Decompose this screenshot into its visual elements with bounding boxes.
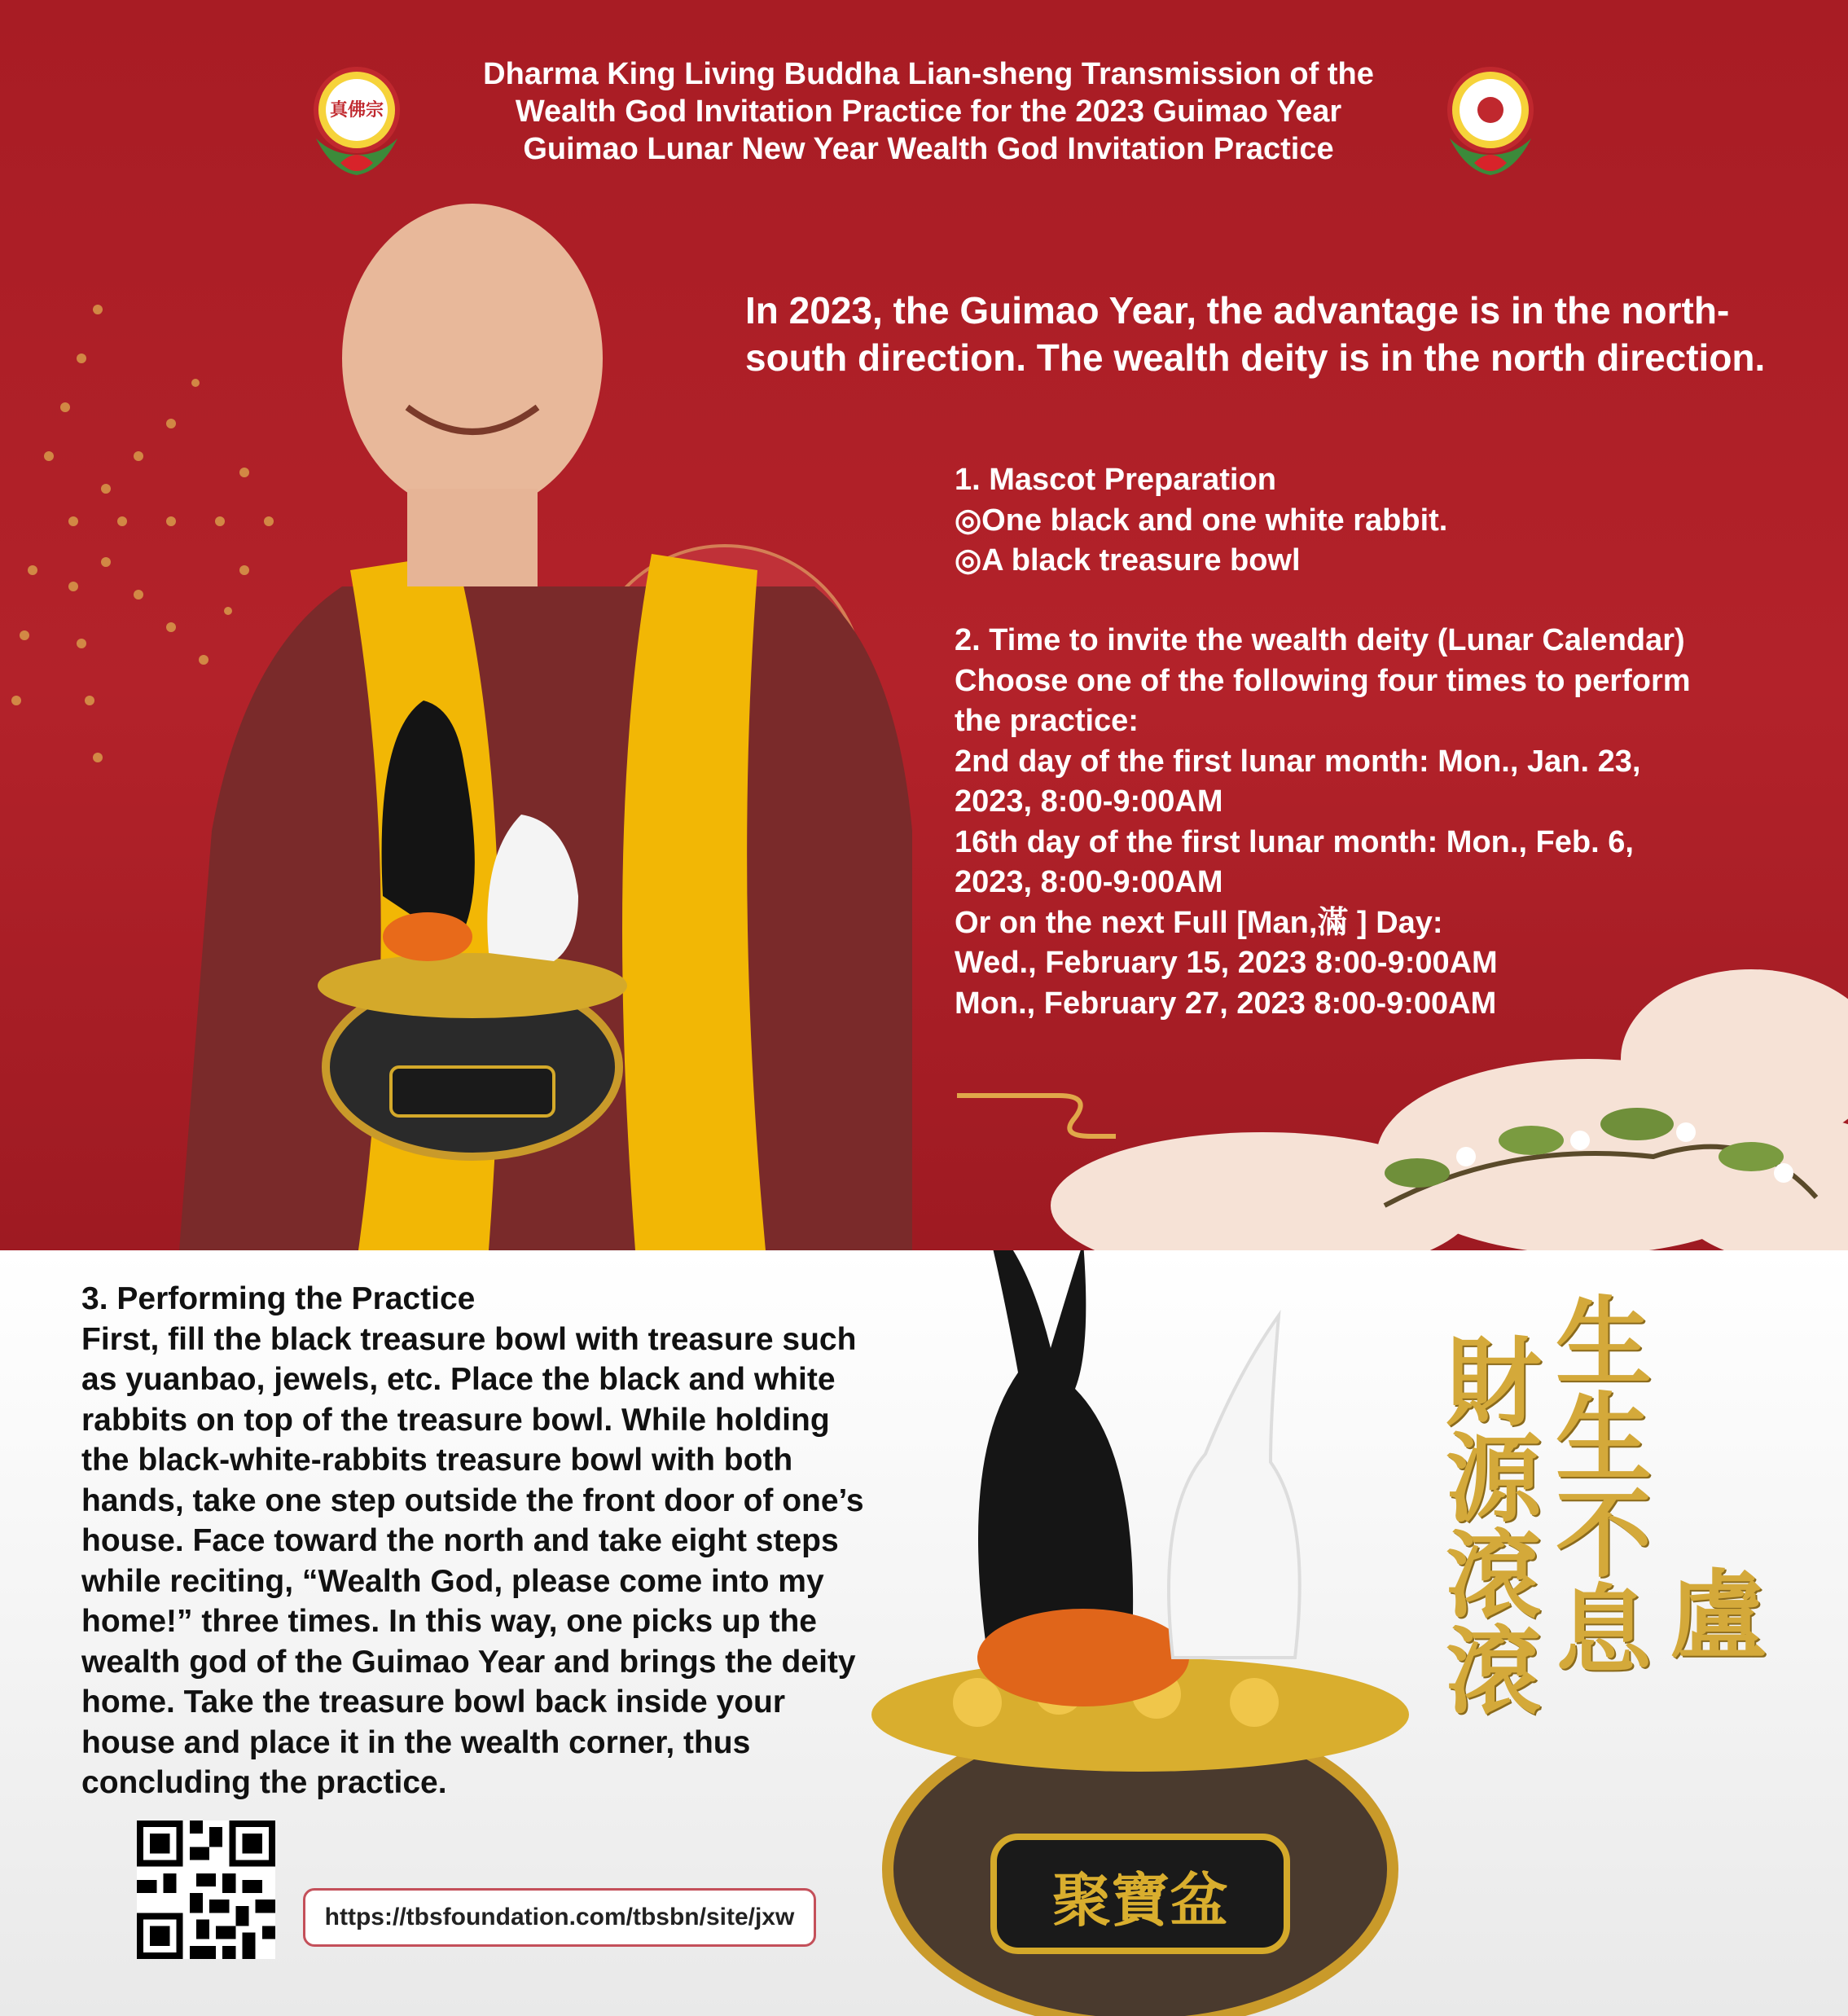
calligraphy-column-2 [1539, 1291, 1653, 1676]
title-line-1: Dharma King Living Buddha Lian-sheng Transmission of the [483, 57, 1374, 91]
practice-line: home!” three times. In this way, one picks up the [81, 1604, 817, 1639]
section-2-title: 2. Time to invite the wealth deity (Lunar Calendar) [955, 623, 1685, 657]
time-option-1b: 2023, 8:00-9:00AM [955, 784, 1223, 819]
time-option-1a: 2nd day of the first lunar month: Mon., Jan. 23, [955, 744, 1641, 779]
title-line-3: Guimao Lunar New Year Wealth God Invitation Practice [523, 132, 1334, 166]
practice-line: hands, take one step outside the front door of one’s [81, 1482, 864, 1518]
page-title [424, 55, 1433, 168]
practice-line: First, fill the black treasure bowl with treasure such [81, 1321, 857, 1357]
practice-line: home. Take the treasure bowl back inside your [81, 1684, 786, 1720]
calligraphy-text-1: 財源滾滾 [1429, 1332, 1543, 1716]
practice-line: 3. Performing the Practice [81, 1281, 476, 1316]
calligraphy-column-1 [1429, 1332, 1543, 1716]
time-option-5: Mon., February 27, 2023 8:00-9:00AM [955, 986, 1497, 1021]
firework-decoration [11, 305, 274, 762]
time-option-3: Or on the next Full [Man,滿 ] Day: [955, 905, 1443, 940]
seal-right-icon [1442, 65, 1539, 179]
practice-line: rabbits on top of the treasure bowl. While holding [81, 1402, 830, 1438]
bowl-label-text: 聚寶盆 [1051, 1865, 1228, 1935]
practice-line: the black-white-rabbits treasure bowl with both [81, 1443, 793, 1478]
mascot-item-1: ◎One black and one white rabbit. [955, 503, 1448, 538]
seal-left-label: 真佛宗 [329, 100, 384, 121]
calligraphy-text-2: 生生不息 [1539, 1291, 1653, 1676]
seal-left-icon [308, 65, 406, 179]
website-link[interactable]: https://tbsfoundation.com/tbsbn/site/jxw [303, 1888, 816, 1947]
qr-code-icon[interactable] [137, 1821, 275, 1959]
calligraphy-signature-text: 盧 [1670, 1559, 1767, 1672]
headline-line-2: south direction. The wealth deity is in the north direction. [745, 336, 1766, 379]
time-section [955, 621, 1691, 1024]
section-1-title: 1. Mascot Preparation [955, 463, 1276, 497]
practice-line: wealth god of the Guimao Year and brings the deity [81, 1644, 856, 1680]
time-option-4: Wed., February 15, 2023 8:00-9:00AM [955, 946, 1498, 980]
practice-line: house. Face toward the north and take eight steps [81, 1523, 839, 1558]
time-option-2b: 2023, 8:00-9:00AM [955, 865, 1223, 899]
time-intro-2: the practice: [955, 704, 1139, 738]
time-intro-1: Choose one of the following four times to perform [955, 663, 1691, 698]
swirl-decoration [957, 1096, 1116, 1136]
practice-line: house and place it in the wealth corner, thus [81, 1724, 751, 1760]
direction-headline [745, 287, 1828, 381]
practice-line: concluding the practice. [81, 1765, 447, 1800]
practice-line: as yuanbao, jewels, etc. Place the black and white [81, 1362, 836, 1397]
practice-line: while reciting, “Wealth God, please come into my [81, 1563, 824, 1599]
mascot-item-2: ◎A black treasure bowl [955, 543, 1301, 578]
headline-line-1: In 2023, the Guimao Year, the advantage is in the north- [745, 289, 1730, 332]
calligraphy-signature [1670, 1559, 1776, 1672]
time-option-2a: 16th day of the first lunar month: Mon., Feb. 6, [955, 824, 1634, 859]
title-line-2: Wealth God Invitation Practice for the 2023 Guimao Year [515, 94, 1342, 129]
performing-practice-section [81, 1279, 920, 1803]
mascot-preparation-section [955, 460, 1447, 582]
